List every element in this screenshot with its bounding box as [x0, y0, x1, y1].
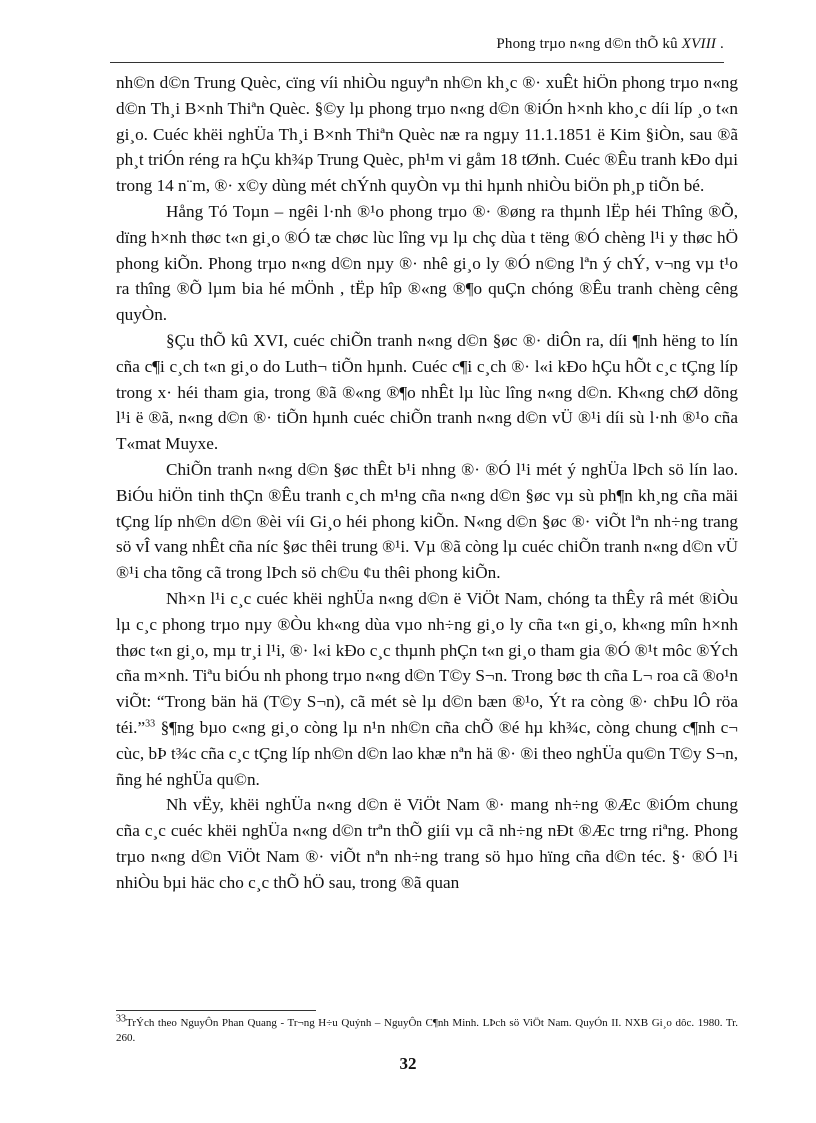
paragraph-2: Hång Tó Toµn – ngêi l·nh ®¹o phong trµo ®· ®øng ra thµnh lËp héi Thîng ®Õ, dïng h×nh thøc t«n gi¸o ®Ó tæ chøc lùc lîng vµ lµ chç dùa t tëng ®Ó chèng l¹i y thøc hÖ phong kiÕn. Phong trµo n«ng d©n nµy ®· nhê gi¸o ly ®Ó n©ng lªn ý chÝ, v¬ng vµ t¹o ra thîng ®Õ lµm bia hé mÖnh , tËp hîp ®«ng ®¶o quÇn chóng ®Êu tranh chèng cêng quyÒn. — [116, 201, 738, 325]
paragraph-5 — [116, 586, 738, 792]
header-title-text: Phong trµo n«ng d©n thÕ kû — [496, 36, 682, 52]
paragraph-5-text: Nh×n l¹i c¸c cuéc khëi nghÜa n«ng d©n ë ViÖt Nam, chóng ta thÊy râ mét ®iÒu lµ c¸c phong trµo nµy ®Òu kh«ng dùa vµo nh÷ng gi¸o ly cña t«n gi¸o, kh«ng mîn h×nh thøc t«n gi¸o, mµ tr¸i l¹i, ®· l«i kÐo c¸c thµnh phÇn t«n gi¸o tham gia ®Ó ®¹t môc ®Ých cña m×nh. Tiªu biÓu nh phong trµo n«ng d©n T©y S¬n. Trong bøc th cña L¬ roa cã ®o¹n viÕt: “Trong bän hä (T©y S¬n), cã mét sè lµ d©n bæn ®¹o, Ýt ra còng ®· chÞu lÔ röa téi.” — [116, 588, 738, 737]
footnote-reference: 33 — [145, 718, 156, 730]
running-header — [110, 0, 724, 64]
paragraph-1: nh©n d©n Trung Quèc, cïng víi nhiÒu nguyªn nh©n kh¸c ®· xuÊt hiÖn phong trµo n«ng d©n Th¸i B×nh Thiªn Quèc. §©y lµ phong trµo n«ng d©n ®iÓn h×nh kho¸c díi líp ¸o t«n gi¸o. Cuéc khëi nghÜa Th¸i B×nh Thiªn Quèc næ ra ngµy 11.1.1851 ë Kim §iÒn, sau ®ã ph¸t triÓn réng ra hÇu kh¾p Trung Quèc, ph¹m vi gåm 18 tØnh. Cuéc ®Êu tranh kÐo dµi trong 14 n¨m, ®· x©y dùng mét chÝnh quyÒn vµ thi hµnh nhiÒu biÖn ph¸p tiÕn bé. — [116, 73, 738, 196]
header-title-century: XVIII — [681, 36, 717, 52]
header-title — [496, 36, 724, 53]
footnote — [116, 1013, 738, 1046]
paragraph-6: Nh vËy, khëi nghÜa n«ng d©n ë ViÖt Nam ®· mang nh÷ng ®Æc ®iÓm chung cña c¸c cuéc khëi nghÜa n«ng d©n trªn thÕ giíi vµ cã nh÷ng nÐt ®Æc trng riªng. Phong trµo n«ng d©n ViÖt Nam ®· viÕt nªn nh÷ng trang sö hµo hïng cña d©n téc. §· ®Ó l¹i nhiÒu bµi häc cho c¸c thÕ hÖ sau, trong ®ã quan — [116, 795, 738, 892]
footnote-number: 33 — [116, 1013, 126, 1025]
main-text — [116, 70, 738, 896]
footnote-divider — [116, 1010, 316, 1011]
paragraph-3: §Çu thÕ kû XVI, cuéc chiÕn tranh n«ng d©n §øc ®· diÔn ra, díi ¶nh hëng to lín cña c¶i c¸ch t«n gi¸o do Luth¬ tiÕn hµnh. Cuéc c¶i c¸ch ®· l«i kÐo hÇu hÕt c¸c tÇng líp trong x· héi tham gia, trong ®ã ®«ng ®¶o nhÊt lµ lùc lîng n«ng d©n. Kh«ng chØ dõng l¹i ë ®ã, n«ng d©n ®· tiÕn hµnh cuéc chiÕn tranh n«ng d©n vÜ ®¹i díi sù l·nh ®¹o cña T«mat Muyxe. — [116, 330, 738, 454]
paragraph-4: ChiÕn tranh n«ng d©n §øc thÊt b¹i nhng ®· ®Ó l¹i mét ý nghÜa lÞch sö lín lao. BiÓu hiÖn tinh thÇn ®Êu tranh c¸ch m¹ng cña n«ng d©n §øc vµ sù ph¶n kh¸ng cña mäi tÇng líp nh©n d©n ®èi víi Gi¸o héi phong kiÕn. N«ng d©n §øc ®· viÕt lªn nh÷ng trang sö vÎ vang nhÊt cña níc §øc thêi trung ®¹i. Vµ ®ã còng lµ cuéc chiÕn tranh n«ng d©n vÜ ®¹i cha tõng cã trong lÞch sö ch©u ¢u thêi phong kiÕn. — [116, 459, 738, 583]
header-title-suffix: . — [716, 36, 724, 52]
footnote-text: TrÝch theo NguyÔn Phan Quang - Tr¬ng H÷u Quýnh – NguyÔn C¶nh Minh. LÞch sö ViÖt Nam. QuyÓn II. NXB Gi¸o dôc. 1980. Tr. 260. — [116, 1017, 738, 1044]
header-divider — [110, 62, 724, 63]
paragraph-5-tail: §¶ng bµo c«ng gi¸o còng lµ n¹n nh©n cña chÕ ®é hµ kh¾c, còng chung c¶nh c¬ cùc, bÞ t¾c cña c¸c tÇng líp nh©n d©n lao khæ nªn hä ®· ®i theo nghÜa qu©n T©y S¬n, ñng hé nghÜa qu©n. — [116, 717, 738, 789]
page-number: 32 — [399, 1054, 417, 1073]
